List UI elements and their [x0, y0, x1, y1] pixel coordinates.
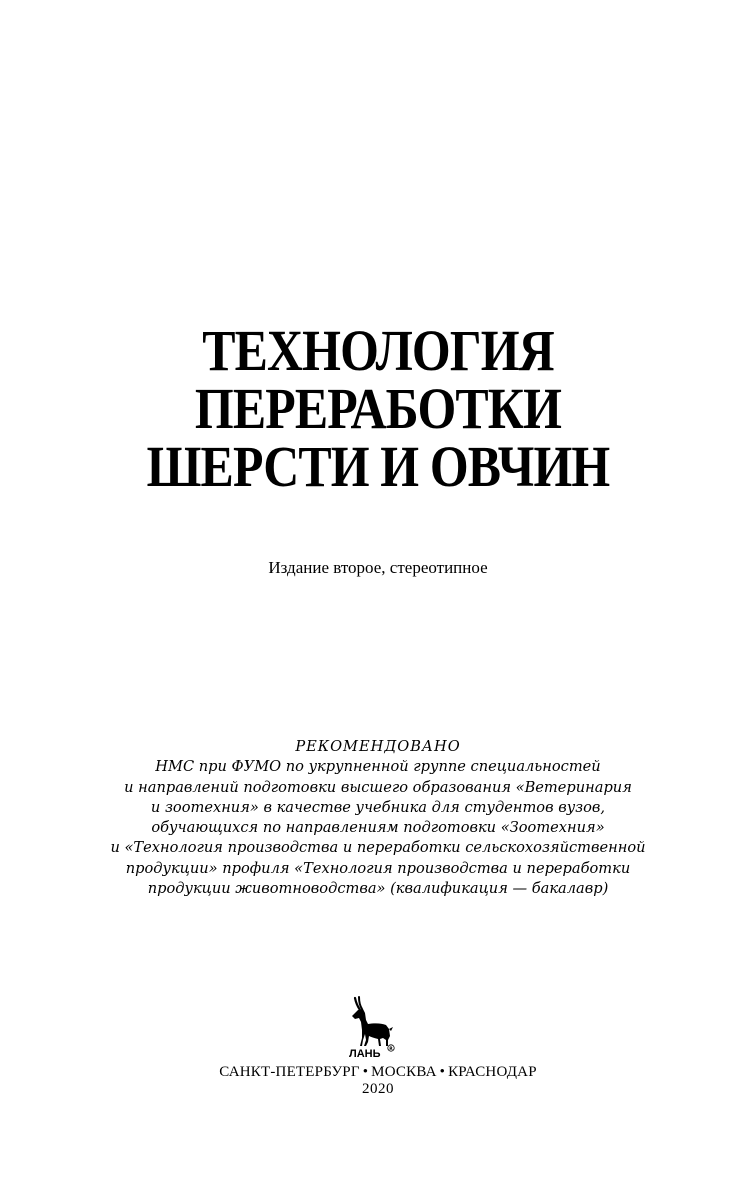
- svg-text:R: R: [389, 1047, 393, 1053]
- publisher-cities: [0, 1064, 756, 1081]
- recommendation-line: продукции» профиля «Технология производства и переработки: [125, 859, 631, 877]
- title-line-3: ШЕРСТИ И ОВЧИН: [146, 434, 610, 499]
- title-line-2: ПЕРЕРАБОТКИ: [194, 376, 562, 441]
- edition-note: Издание второе, стереотипное: [268, 558, 488, 577]
- recommendation-line: и зоотехния» в качестве учебника для студентов вузов,: [150, 798, 606, 816]
- separator: •: [439, 1064, 446, 1080]
- deer-logo-icon: [346, 996, 396, 1060]
- recommendation-line: и «Технология производства и переработки сельскохозяйственной: [110, 839, 646, 857]
- city: САНКТ-ПЕТЕРБУРГ: [219, 1064, 360, 1080]
- recommendation-block: [60, 737, 696, 899]
- recommendation-heading: РЕКОМЕНДОВАНО: [295, 738, 461, 755]
- publication-year: 2020: [362, 1081, 394, 1097]
- recommendation-line: и направлений подготовки высшего образования «Ветеринария: [124, 778, 632, 796]
- city: КРАСНОДАР: [448, 1064, 537, 1080]
- recommendation-line: обучающихся по направлениям подготовки «Зоотехния»: [151, 819, 605, 837]
- separator: •: [362, 1064, 369, 1080]
- title-line-1: ТЕХНОЛОГИЯ: [202, 318, 554, 383]
- recommendation-line: продукции животноводства» (квалификация — бакалавр): [147, 880, 609, 898]
- recommendation-line: НМС при ФУМО по укрупненной группе специальностей: [155, 758, 601, 776]
- logo-wordmark: ЛАНЬ: [349, 1048, 381, 1060]
- city: МОСКВА: [371, 1064, 437, 1080]
- book-title: [53, 318, 703, 499]
